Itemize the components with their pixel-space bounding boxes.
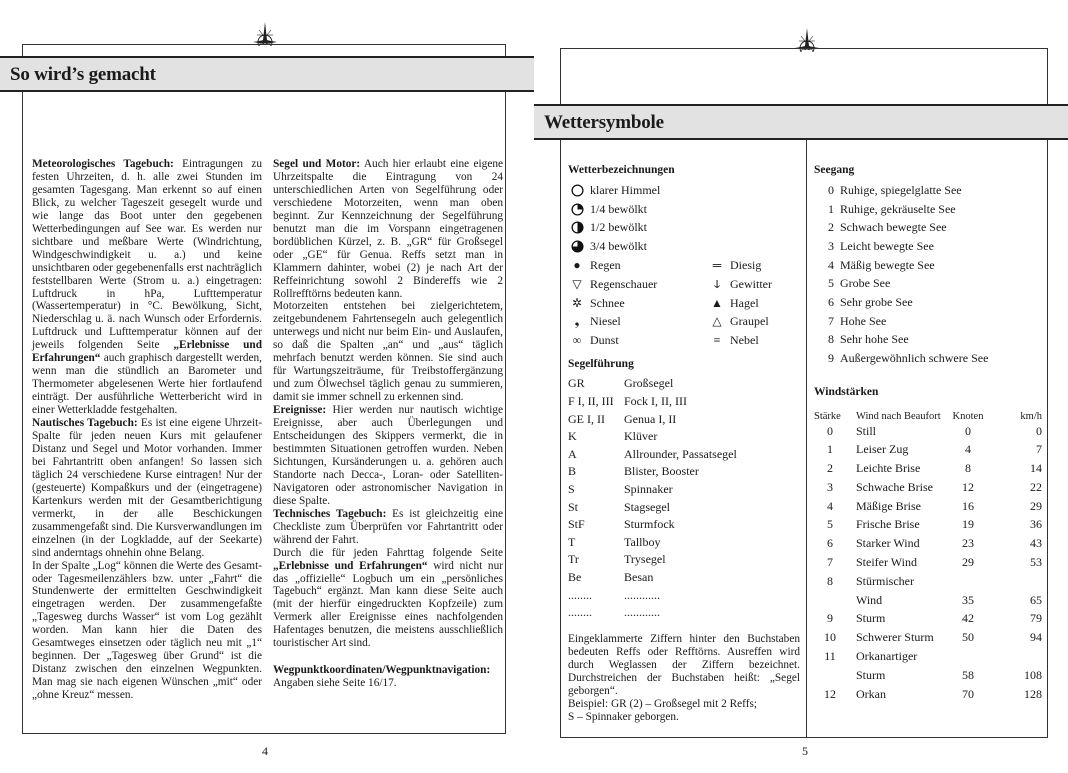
list-item	[814, 274, 1042, 293]
sail-name: Klüver	[624, 429, 658, 444]
sea-state-number: 4	[828, 257, 834, 272]
wind-table	[814, 403, 1042, 704]
sea-state-label: Leicht bewegte See	[840, 238, 934, 253]
symbol-label: Regen	[590, 258, 621, 273]
list-item	[568, 294, 708, 313]
sea-state-label: Ruhige, gekräuselte See	[840, 201, 956, 216]
rain-shower-icon: ▽	[572, 276, 582, 291]
sail-name: Großsegel	[624, 376, 674, 391]
sail-code: ........	[568, 605, 592, 620]
wind-name: Starker Wind	[856, 536, 920, 551]
wind-name: Steifer Wind	[856, 555, 917, 570]
list-item	[568, 375, 800, 393]
page-number: 4	[262, 744, 268, 758]
wind-kmh: 22	[1030, 479, 1042, 494]
wind-knots: 23	[962, 536, 974, 551]
wind-name: Mäßige Brise	[856, 498, 921, 513]
sea-state-number: 5	[828, 276, 834, 291]
header-force: Stärke	[814, 410, 841, 422]
paragraph-lead: Segel und Motor:	[273, 158, 361, 170]
sea-wind-column	[814, 164, 1042, 704]
table-row	[814, 422, 1042, 441]
table-row	[814, 553, 1042, 572]
list-item	[814, 256, 1042, 275]
paragraph-text: Eintragungen zu festen Uhrzeiten, d. h. alle zwei Stunden im gesamten Tagesgang. Man erkennt so auf einen Blick, zu welcher Tageszeit gesegelt wurde und wie lange das Boot unter den gegebenen Wetterbedingungen auf See war. Es werden nur sichtbare und meßbare Werte (Windrichtung, Windgeschwindigkeit u. a.) und keine unsichtbaren oder gegebenenfalls erst nachträglich feststellbaren Werte (Strom u. a.) eingetragen: Luftdruck in hPa, Lufttemperatur (Wassertemperatur) in °C. Bewölkung, Sicht, Niederschlag u. ä. nach Wunsch oder Erfordernis. Luftdruck und Lufttemperatur können auf der jeweils folgenden Seite	[32, 158, 263, 352]
list-item	[708, 294, 800, 313]
paragraph-lead: Wegpunktkoordinaten/Wegpunktnavigation:	[273, 664, 491, 677]
wind-force: 4	[827, 498, 833, 513]
paragraph-text: Es ist eine eigene Uhrzeit-Spalte für jeden neuen Kurs mit gelaufener Distanz und Segel und Motor vorhanden. Immer bei Fahrtantritt oben anfangen! So lassen sich täglich 24 verschiedene Kurse eintragen! Nur der (gesteuerte) Kompaßkurs und der (eingetragene) Kartenkurs werden mit der Gesamtberichtigung vermerkt, in der alle Beschickungen zusammengefaßt sind. Die Kursverwandlungen im einzelnen (in der Logkladde, auf der Seekarte) sind anderntags ohnehin ohne Belang.	[32, 417, 262, 559]
symbol-label: Dunst	[590, 333, 619, 348]
sail-name: ............	[624, 605, 660, 620]
wind-kmh: 29	[1030, 498, 1042, 513]
list-item	[568, 533, 800, 551]
list-item	[708, 313, 800, 332]
wind-force: 6	[827, 536, 833, 551]
paragraph	[273, 404, 503, 508]
wind-knots: 42	[962, 611, 974, 626]
table-row	[814, 628, 1042, 647]
paragraph-text: Auch hier erlaubt eine eigene Uhrzeitspalte die Eintragung von 24 unterschiedlichen Arten von Segelführung oder verschiedene Motorzeiten, wenn man oben beginnt. Zur Kennzeichnung der Segelführung benutzt man die im Vorspann eingetragenen bordüblichen Kürzel, z. B. „GR“ für Großsegel oder „GE“ für Genua. Reffs setzt man in Klammern dahinter, wobei (2) je nach Art der Reffeinrichtung sowohl 2 Bindereffs wie 2 Rollrefftörns bedeuten kann.	[273, 158, 503, 300]
sail-name: Tallboy	[624, 534, 661, 549]
paragraph-lead: Nautisches Tagebuch:	[32, 417, 138, 430]
wind-kmh: 43	[1030, 536, 1042, 551]
text-column-1	[32, 158, 262, 702]
table-row	[814, 497, 1042, 516]
sail-code: A	[568, 446, 577, 461]
wind-name: Schwerer Sturm	[856, 630, 934, 645]
sea-state-label: Ruhige, spiegelglatte See	[840, 182, 962, 197]
sail-code: Tr	[568, 552, 579, 567]
table-row	[814, 666, 1042, 685]
sail-code: St	[568, 499, 579, 514]
right-page	[534, 0, 1068, 773]
wind-force: 2	[827, 461, 833, 476]
wind-knots: 4	[965, 442, 971, 457]
paragraph	[273, 664, 503, 690]
sail-code: GR	[568, 376, 585, 391]
paragraph-text: Durch die für jeden Fahrttag folgende Seite	[273, 546, 503, 559]
weather-symbol-grid	[568, 256, 800, 350]
wind-kmh: 0	[1036, 423, 1042, 438]
sea-state-label: Mäßig bewegte See	[840, 257, 935, 272]
title-bar	[534, 104, 1068, 140]
sail-code: T	[568, 534, 576, 549]
wind-kmh: 94	[1030, 630, 1042, 645]
list-item	[568, 498, 800, 516]
sail-code: StF	[568, 517, 585, 532]
page-title: So wird’s gemacht	[10, 64, 156, 85]
wind-knots: 0	[965, 423, 971, 438]
list-item	[568, 551, 800, 569]
table-row	[814, 478, 1042, 497]
paragraph-lead: Meteorologisches Tagebuch:	[32, 158, 174, 170]
list-item	[708, 275, 800, 294]
wind-knots: 70	[962, 686, 974, 701]
list-item	[814, 181, 1042, 200]
wind-knots	[942, 572, 994, 591]
wind-force	[814, 591, 846, 610]
sail-name: Besan	[624, 569, 654, 584]
table-row	[814, 647, 1042, 666]
paragraph-text: Angaben siehe Seite 16/17.	[273, 677, 397, 690]
wind-name: Leichte Brise	[856, 461, 921, 476]
wind-force: 11	[824, 649, 836, 664]
sea-state-label: Grobe See	[840, 276, 891, 291]
sail-code: K	[568, 429, 577, 444]
wind-force: 5	[827, 517, 833, 532]
weather-column	[568, 164, 800, 724]
sea-state-label: Außergewöhnlich schwere See	[840, 351, 989, 365]
wind-force: 12	[824, 686, 836, 701]
sail-name: Spinnaker	[624, 481, 673, 496]
mist-icon: ═	[712, 258, 722, 273]
paragraph	[273, 158, 503, 300]
list-item	[708, 256, 800, 275]
wind-kmh: 79	[1030, 611, 1042, 626]
sea-state-number: 2	[828, 220, 834, 235]
paragraph-text: In der Spalte „Log“ können die Werte des Gesamt- oder Tagesmeilenzählers bzw. unter „Fahrt“ die Stundenwerte der ermittelten Geschwindigkeit eingetragen werden. Der zusammengefaßte „Tagesweg durchs Wasser“ ist vom Log gezählt worden. Man kann hier die Daten des Gesamtweges einsetzen oder täglich neu mit „1“ beginnen. Der „Tagesweg über Grund“ ist die Distanz zwischen den einzelnen Wegpunkten. Man mag sie nach eigenen Wünschen „mit“ oder „ohne Kreuz“ messen.	[32, 559, 262, 702]
wind-knots: 19	[962, 517, 974, 532]
wind-force: 10	[824, 630, 836, 645]
list-item	[568, 275, 708, 294]
wind-force: 8	[827, 573, 833, 588]
wind-force: 9	[827, 611, 833, 626]
wind-force: 1	[827, 442, 833, 457]
wind-name: Wind	[856, 592, 883, 607]
sea-state-number: 6	[828, 294, 834, 309]
header-beaufort: Wind nach Beaufort	[856, 410, 941, 422]
sail-list	[568, 375, 800, 621]
list-item	[814, 200, 1042, 219]
sea-state-list	[814, 181, 1042, 368]
list-item	[814, 330, 1042, 349]
list-item	[568, 586, 800, 604]
wind-name: Still	[856, 423, 877, 438]
wind-kmh	[994, 647, 1042, 666]
paragraph	[32, 560, 262, 702]
wind-knots: 58	[962, 667, 974, 682]
paragraph-lead: „Erlebnisse und Erfahrungen“	[32, 339, 262, 365]
paragraph	[273, 547, 503, 651]
list-item	[568, 516, 800, 534]
fog-icon: ≡	[713, 333, 721, 348]
three-quarter-cloud-icon	[568, 240, 586, 253]
sail-name: Allrounder, Passatsegel	[624, 446, 737, 461]
symbol-label: Diesig	[730, 258, 762, 273]
wind-kmh: 108	[1024, 667, 1042, 682]
header-kmh: km/h	[1020, 410, 1042, 422]
sail-note: Eingeklammerte Ziffern hinter den Buchstaben bedeuten Reffs oder Refftörns. Ausreffen wird durch Weglassen der Ziffern bezeichnet. Durchstreichen der Buchstaben heißt: „Segel geborgen“.	[568, 633, 800, 698]
wind-force: 3	[827, 479, 833, 494]
title-bar	[0, 56, 534, 92]
list-item	[814, 237, 1042, 256]
list-item	[568, 181, 800, 200]
wind-force	[814, 666, 846, 685]
sail-heading: Segelführung	[568, 358, 634, 371]
paragraph-text: Motorzeiten entstehen bei zielgerichtetem, zeitgebundenem Fahrtensegeln auch gelegentlich unterwegs und nicht nur beim Ein- und Auslaufen, so daß die Spalten „an“ und „aus“ täglich mehrfach benutzt werden können. Sie sind auch für Wartungszeiträume, für Treibstoffergänzung und zum Ölwechsel täglich genau zu summieren, damit sie immer schnell zu erkennen sind.	[273, 300, 503, 404]
symbol-label: 1/2 bewölkt	[590, 220, 647, 235]
sail-code: Be	[568, 569, 582, 584]
wind-kmh	[994, 572, 1042, 591]
paragraph-lead: Ereignisse:	[273, 404, 327, 417]
sea-state-label: Schwach bewegte See	[840, 220, 947, 235]
cloud-cover-list	[568, 181, 800, 256]
table-row	[814, 459, 1042, 478]
symbol-label: klarer Himmel	[590, 182, 661, 197]
hail-icon: ▲	[711, 295, 723, 310]
list-item	[814, 312, 1042, 331]
compass-rose-icon	[250, 20, 280, 46]
wind-knots	[942, 647, 994, 666]
sail-name: Sturmfock	[624, 517, 675, 532]
snow-icon: ✲	[571, 295, 583, 310]
wind-name: Sturm	[856, 611, 886, 626]
weather-heading: Wetterbezeichnungen	[568, 164, 675, 176]
sea-state-number: 9	[828, 351, 834, 365]
list-item	[568, 481, 800, 499]
page-title: Wettersymbole	[544, 112, 664, 133]
wind-kmh: 7	[1036, 442, 1042, 457]
paragraph-text: Hier werden nur nautisch wichtige Ereignisse, aber auch Überlegungen und Entscheidungen des Skippers vermerkt, die in bestimmten Situationen getroffen wurden. Neben Sichtungen, Kursänderungen u. a. gehören auch Standorte nach Decca-, Loran- oder Satelliten-Navigatoren oder astronomischer Navigation in diese Spalte.	[273, 404, 503, 507]
sea-state-number: 7	[828, 313, 834, 328]
wind-knots: 35	[962, 592, 974, 607]
table-row	[814, 685, 1042, 704]
wind-name: Orkanartiger	[856, 649, 918, 664]
paragraph	[273, 508, 503, 547]
sail-code: F I, II, III	[568, 393, 614, 408]
wind-knots: 12	[962, 479, 974, 494]
sail-name: Stagsegel	[624, 499, 670, 514]
quarter-cloud-icon	[568, 203, 586, 216]
wind-kmh: 36	[1030, 517, 1042, 532]
wind-heading: Windstärken	[814, 385, 879, 398]
sail-name: ............	[624, 587, 660, 602]
paragraph-text: auch graphisch dargestellt werden, wenn man die stündlich an Barometer und Thermometer abgelesenen Werte hier fortlaufend einträgt. Der ausführliche Wetterbericht wird in einer Wetterkladde festgehalten.	[32, 352, 262, 417]
sea-state-number: 0	[828, 182, 834, 197]
sail-name: Fock I, II, III	[624, 393, 687, 408]
list-item	[568, 331, 708, 350]
table-row	[814, 572, 1042, 591]
sea-state-label: Sehr grobe See	[840, 294, 913, 309]
sail-name: Blister, Booster	[624, 464, 699, 479]
table-header-row	[814, 403, 1042, 422]
wind-name: Leiser Zug	[856, 442, 909, 457]
wind-name: Sturm	[856, 667, 886, 682]
sail-code: ........	[568, 587, 592, 602]
symbol-label: Regenschauer	[590, 276, 658, 291]
page-number: 5	[802, 744, 808, 758]
symbol-label: 1/4 bewölkt	[590, 201, 647, 216]
list-item	[568, 428, 800, 446]
sail-example: Beispiel: GR (2) – Großsegel mit 2 Reffs;	[568, 697, 757, 710]
list-item	[814, 218, 1042, 237]
text-column-2	[273, 158, 503, 690]
sea-state-label: Hohe See	[840, 313, 887, 328]
wind-kmh: 14	[1030, 461, 1042, 476]
header-knots: Knoten	[952, 410, 984, 422]
list-item	[568, 237, 800, 256]
wind-knots: 8	[965, 461, 971, 476]
list-item	[568, 219, 800, 238]
wind-force: 7	[827, 555, 833, 570]
sail-code: B	[568, 464, 577, 479]
paragraph	[273, 300, 503, 404]
symbol-label: 3/4 bewölkt	[590, 239, 647, 254]
sea-state-label: Sehr hohe See	[840, 332, 909, 347]
list-item	[568, 463, 800, 481]
symbol-label: Schnee	[590, 295, 625, 310]
list-item	[814, 293, 1042, 312]
graupel-icon: △	[712, 314, 722, 329]
symbol-label: Niesel	[590, 314, 621, 329]
table-row	[814, 610, 1042, 629]
wind-kmh: 128	[1024, 686, 1042, 701]
sail-name: Trysegel	[624, 552, 666, 567]
list-item	[708, 331, 800, 350]
sail-example: S – Spinnaker geborgen.	[568, 710, 679, 723]
thunderstorm-icon: ↆ	[713, 276, 721, 291]
list-item	[568, 410, 800, 428]
table-row	[814, 516, 1042, 535]
paragraph-lead: Technisches Tagebuch:	[273, 507, 387, 520]
sea-state-number: 1	[828, 201, 834, 216]
list-item	[568, 393, 800, 411]
wind-knots: 29	[962, 555, 974, 570]
list-item	[568, 445, 800, 463]
wind-force: 0	[827, 423, 833, 438]
sail-code: GE I, II	[568, 411, 605, 426]
wind-kmh: 65	[1030, 592, 1042, 607]
wind-name: Frische Brise	[856, 517, 920, 532]
half-cloud-icon	[568, 221, 586, 234]
symbol-label: Hagel	[730, 295, 759, 310]
paragraph-text: Es ist gleichzeitig eine Checkliste zum Überprüfen vor Fahrtantritt oder während der Fahrt.	[273, 507, 503, 546]
list-item	[568, 200, 800, 219]
list-item	[568, 569, 800, 587]
wind-knots: 50	[962, 630, 974, 645]
wind-name: Stürmischer	[856, 573, 914, 588]
list-item	[814, 349, 1042, 368]
sea-heading: Seegang	[814, 164, 855, 176]
sea-state-number: 8	[828, 332, 834, 347]
wind-name: Orkan	[856, 686, 886, 701]
symbol-label: Gewitter	[730, 276, 772, 291]
sail-code: S	[568, 481, 575, 496]
drizzle-icon: ❟	[574, 314, 580, 329]
clear-sky-icon	[568, 184, 586, 197]
rain-icon: ●	[573, 258, 581, 273]
paragraph	[32, 158, 262, 417]
wind-name: Schwache Brise	[856, 479, 933, 494]
paragraph-text: wird nicht nur das „offizielle“ Logbuch um ein „persönliches Tagebuch“ ergänzt. Man kann diese Seite auch (mit der hierfür eingedruckten Kopfzeile) zum Vermerk aller Ereignisse eines nachfolgenden Hafentages benutzen, die meistens ausschließlich touristischer Art sind.	[273, 559, 503, 650]
paragraph	[32, 417, 262, 559]
wind-knots: 16	[962, 498, 974, 513]
symbol-label: Nebel	[730, 333, 759, 348]
table-row	[814, 534, 1042, 553]
table-row	[814, 440, 1042, 459]
wind-kmh: 53	[1030, 555, 1042, 570]
table-row	[814, 591, 1042, 610]
haze-icon: ∞	[572, 333, 582, 348]
symbol-label: Graupel	[730, 314, 769, 329]
list-item	[568, 256, 708, 275]
sail-name: Genua I, II	[624, 411, 677, 426]
list-item	[568, 604, 800, 622]
sea-state-number: 3	[828, 238, 834, 253]
list-item	[568, 313, 708, 332]
column-divider	[806, 140, 807, 738]
paragraph-lead: „Erlebnisse und Erfahrungen“	[273, 559, 428, 572]
